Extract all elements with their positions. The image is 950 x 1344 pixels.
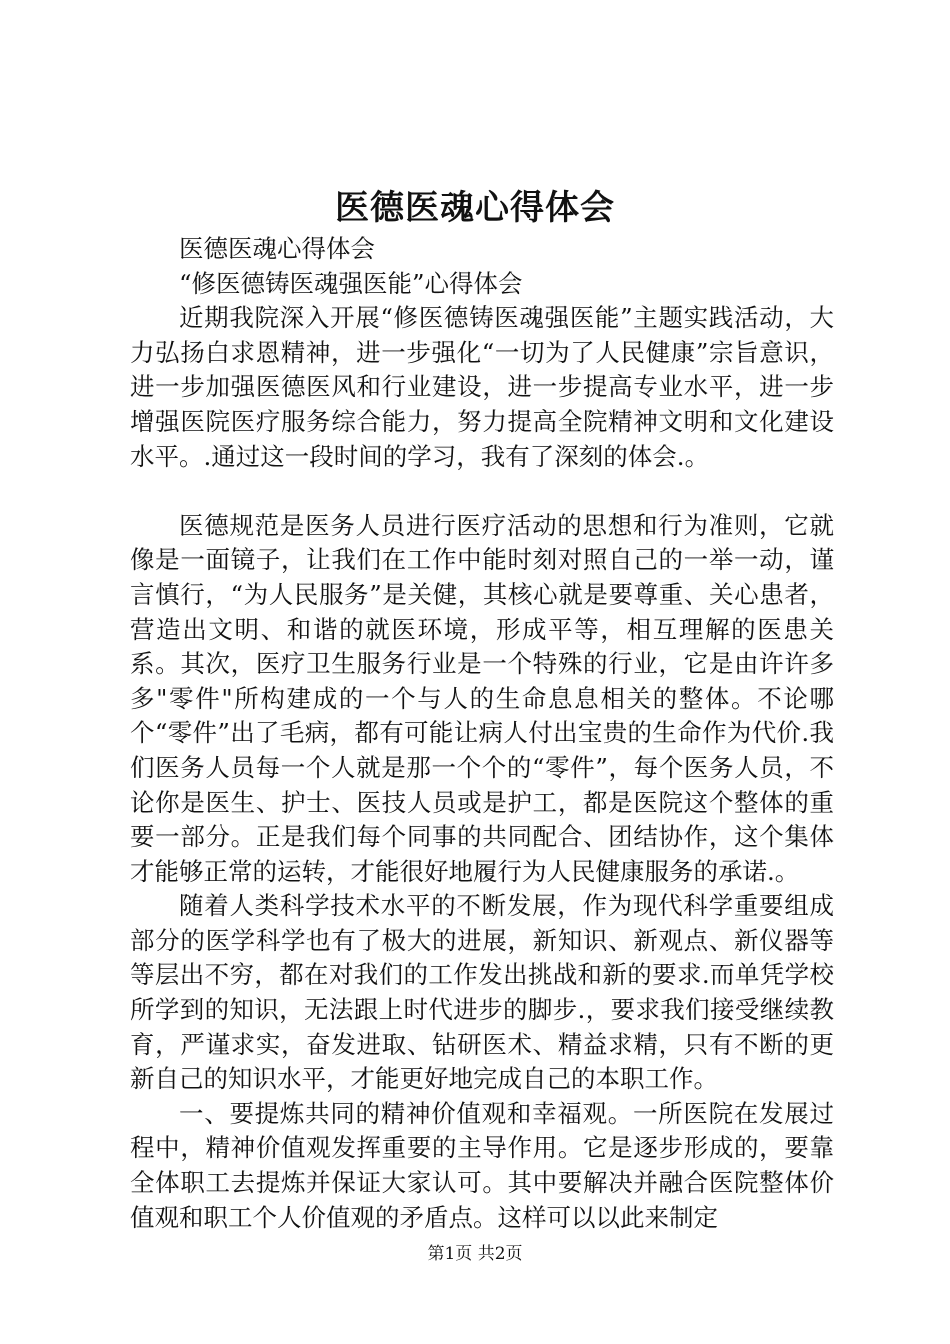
body-paragraph: 一、要提炼共同的精神价值观和幸福观。一所医院在发展过程中，精神价值观发挥重要的主导作用。它是逐步形成的，要靠全体职工去提炼并保证大家认可。其中要解决并融合医院整体价值观和职工个人价值观的矛盾点。这样可以以此来制定 xyxy=(130,1098,834,1232)
document-body xyxy=(130,232,834,1235)
document-title: 医德医魂心得体会 xyxy=(335,188,615,228)
page-number-footer: 第1页 共2页 xyxy=(427,1244,523,1264)
subtitle-paragraph: 医德医魂心得体会 xyxy=(179,234,375,263)
body-paragraph: 随着人类科学技术水平的不断发展，作为现代科学重要组成部分的医学科学也有了极大的进展，新知识、新观点、新仪器等等层出不穷，都在对我们的工作发出挑战和新的要求.而单凭学校所学到的知识，无法跟上时代进步的脚步.，要求我们接受继续教育，严谨求实，奋发进取、钻研医术、精益求精，只有不断的更新自己的知识水平，才能更好地完成自己的本职工作。 xyxy=(130,891,834,1094)
body-paragraph: 医德规范是医务人员进行医疗活动的思想和行为准则，它就像是一面镜子，让我们在工作中能时刻对照自己的一举一动，谨言慎行，“为人民服务”是关健，其核心就是要尊重、关心患者，营造出文明、和谐的就医环境，形成平等，相互理解的医患关系。其次，医疗卫生服务行业是一个特殊的行业，它是由许许多多"零件"所构建成的一个与人的生命息息相关的整体。不论哪个“零件”出了毛病，都有可能让病人付出宝贵的生命作为代价.我们医务人员每一个人就是那一个个的“零件”，每个医务人员，不论你是医生、护士、医技人员或是护工，都是医院这个整体的重要一部分。正是我们每个同事的共同配合、团结协作，这个集体才能够正常的运转，才能很好地履行为人民健康服务的承诺.。 xyxy=(130,510,834,886)
heading-paragraph: “修医德铸医魂强医能”心得体会 xyxy=(179,268,523,298)
intro-paragraph: 近期我院深入开展“修医德铸医魂强医能”主题实践活动，大力弘扬白求恩精神，进一步强化“一切为了人民健康”宗旨意识，进一步加强医德医风和行业建设，进一步提高专业水平，进一步增强医院医疗服务综合能力，努力提高全院精神文明和文化建设水平。.通过这一段时间的学习，我有了深刻的体会.。 xyxy=(130,303,834,471)
